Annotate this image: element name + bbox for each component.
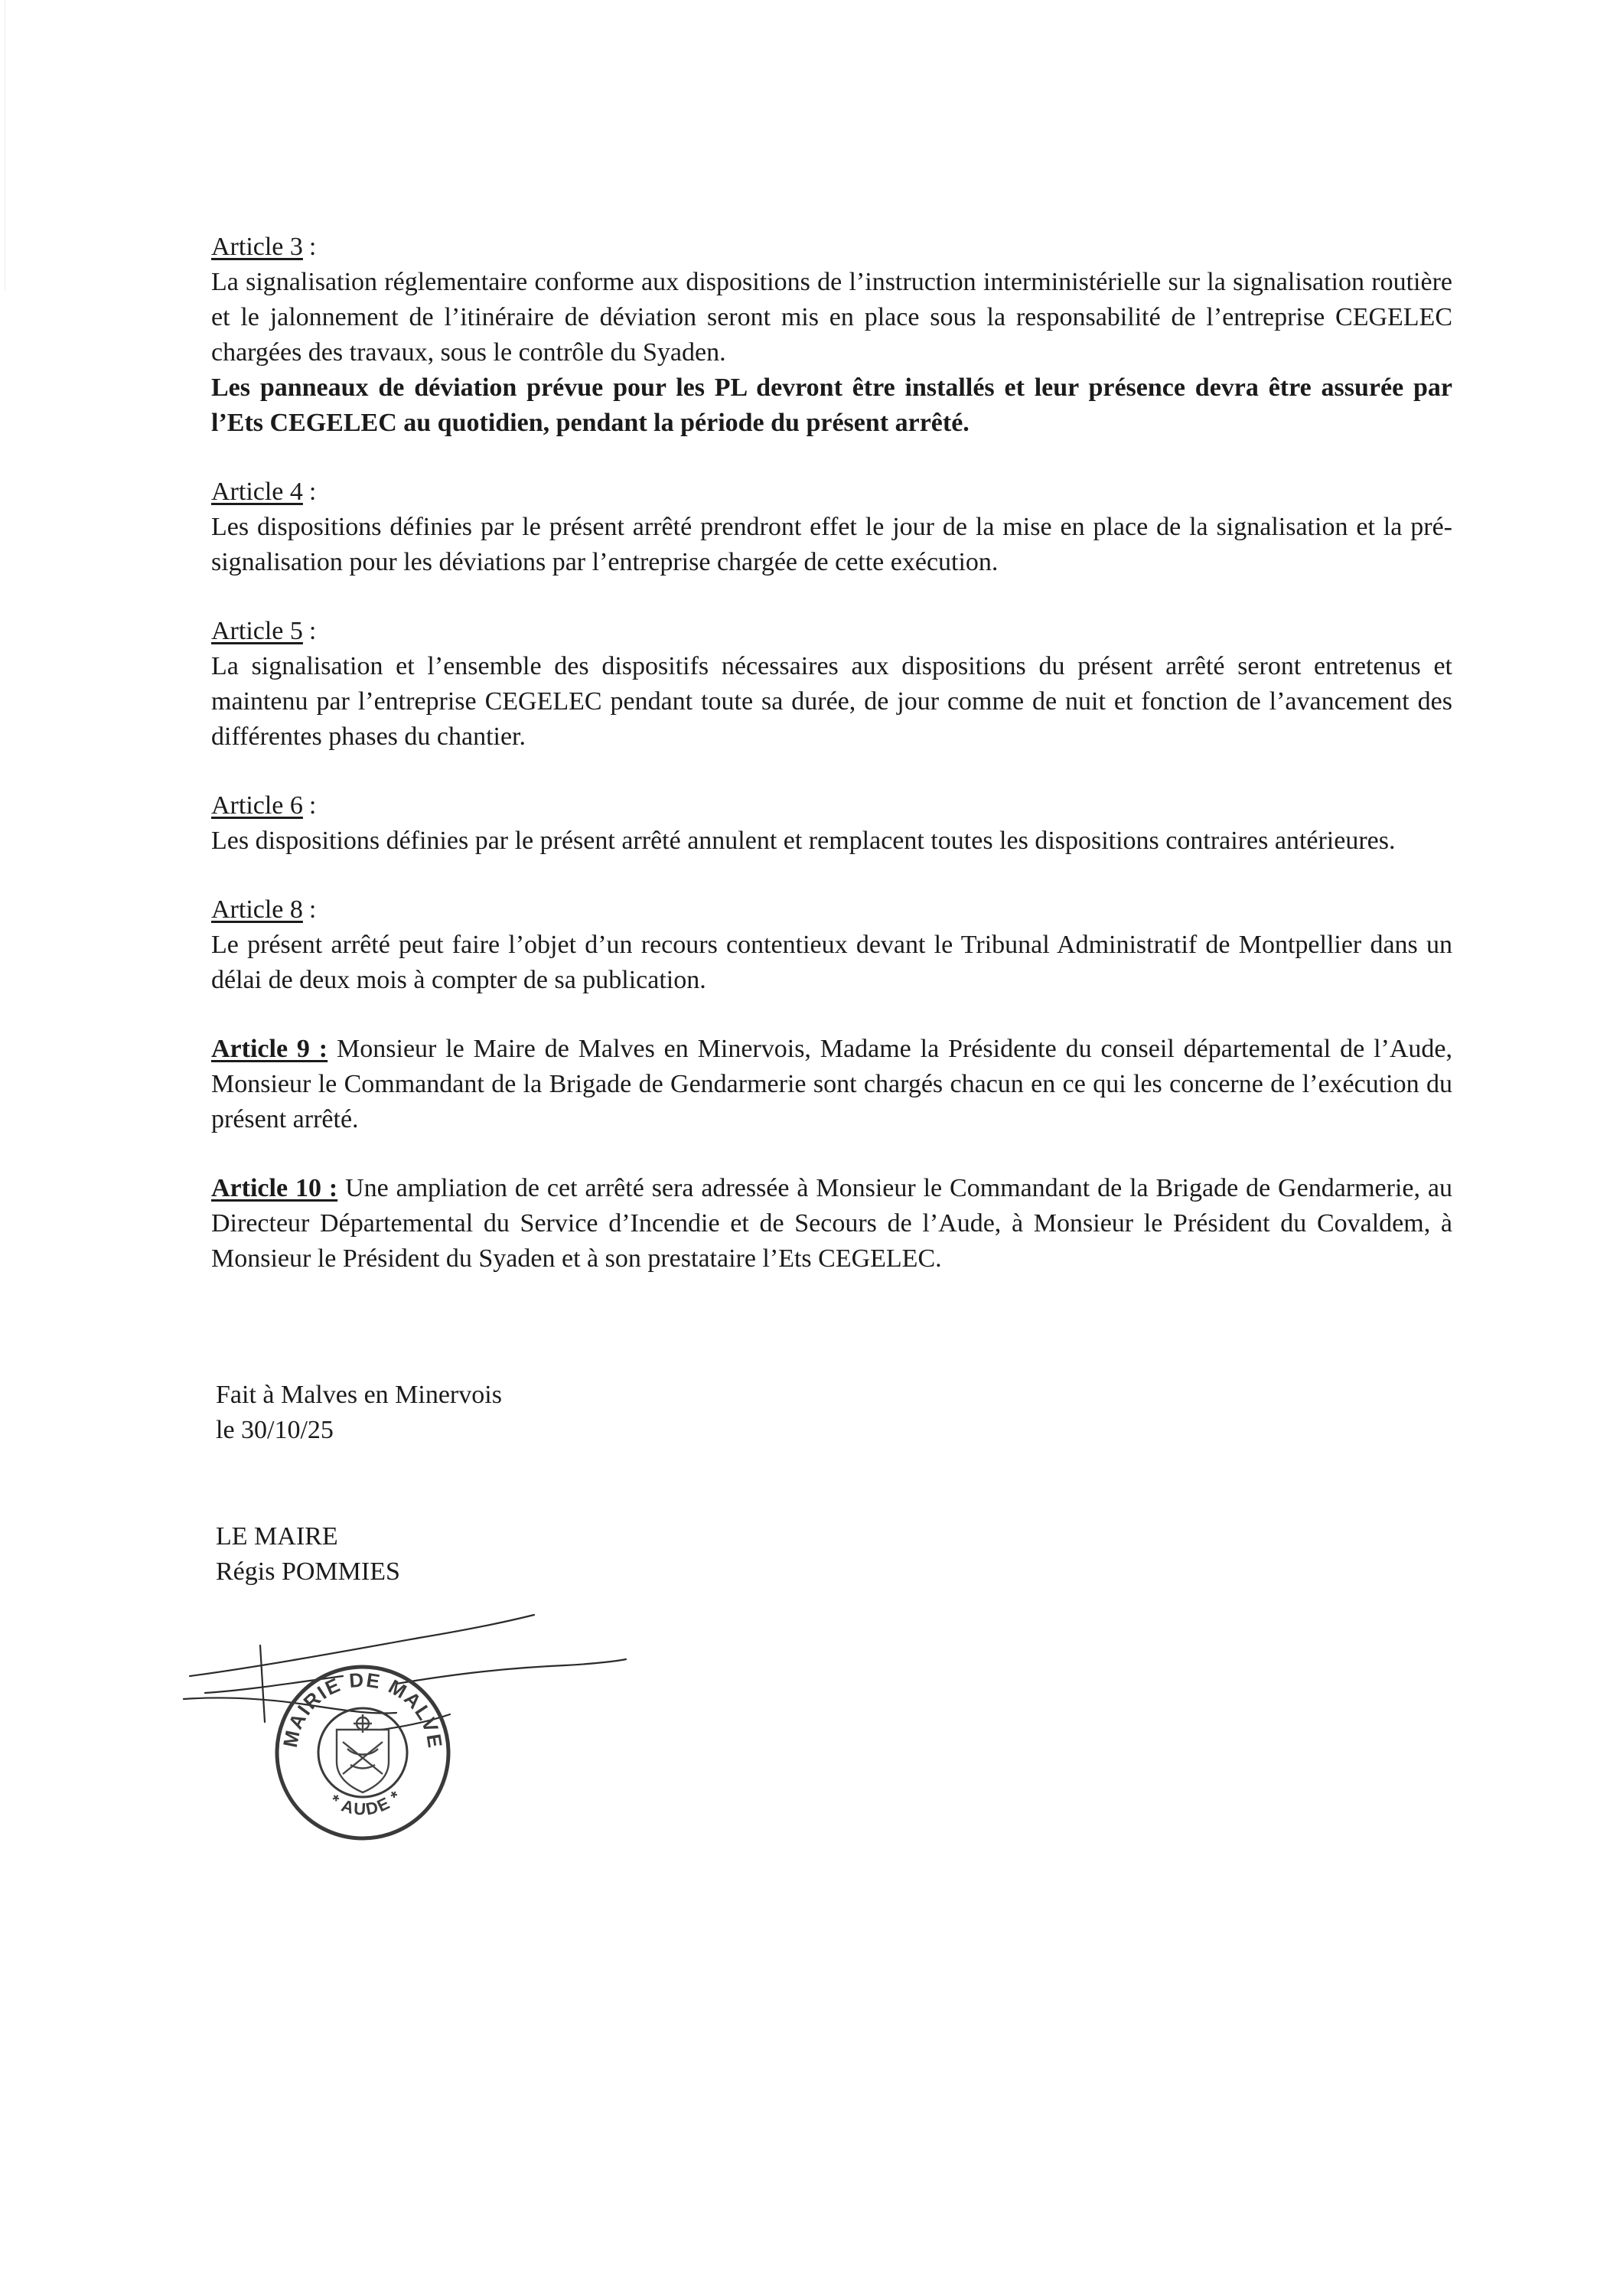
- article-heading-text: Article 5: [211, 617, 303, 645]
- article-9: [211, 1032, 1452, 1137]
- block-articles: [211, 230, 1452, 998]
- article-heading: [211, 475, 1452, 510]
- signature-and-stamp: [167, 1592, 641, 1844]
- article-heading-colon: :: [308, 791, 317, 820]
- article-paragraph: Les dispositions définies par le présent arrêté prendront effet le jour de la mise en place de la signalisation et la pré-signalisation pour les déviations par l’entreprise chargée de cette exécution.: [211, 513, 1452, 576]
- article-paragraph: Le présent arrêté peut faire l’objet d’un recours contentieux devant le Tribunal Administratif de Montpellier dans un délai de deux mois à compter de sa publication.: [211, 931, 1452, 994]
- signatory-block: [216, 1519, 400, 1590]
- article-heading-colon: :: [308, 617, 317, 645]
- article-paragraph: La signalisation réglementaire conforme aux dispositions de l’instruction interministérielle sur la signalisation routière et le jalonnement de l’itinéraire de déviation seront mis en place sous la responsabilité de l’entreprise CEGELEC chargées des travaux, sous le contrôle du Syaden.: [211, 268, 1452, 367]
- article-paragraph: Les panneaux de déviation prévue pour les PL devront être installés et leur présence devra être assurée par l’Ets CEGELEC au quotidien, pendant la période du présent arrêté.: [211, 373, 1452, 437]
- article-9-heading: Article 9 :: [211, 1035, 328, 1063]
- article-block: [211, 614, 1452, 755]
- article-10: [211, 1171, 1452, 1277]
- article-block: [211, 892, 1452, 998]
- article-heading-text: Article 4: [211, 478, 303, 506]
- articles-body: [211, 230, 1452, 1310]
- signoff-date: le 30/10/25: [216, 1416, 334, 1444]
- article-heading: [211, 788, 1452, 823]
- article-heading-colon: :: [308, 233, 317, 261]
- svg-text:* AUDE *: * AUDE *: [326, 1786, 406, 1819]
- article-block: [211, 230, 1452, 441]
- signatory-name: Régis POMMIES: [216, 1557, 400, 1586]
- article-paragraph: Les dispositions définies par le présent arrêté annulent et remplacent toutes les dispositions contraires antérieures.: [211, 827, 1396, 855]
- svg-text:MAIRIE DE MALVES EN MINERVOIS: MAIRIE DE MALVE: [278, 1668, 448, 1751]
- article-heading-colon: :: [308, 895, 317, 924]
- article-heading: [211, 230, 1452, 265]
- article-10-text: Une ampliation de cet arrêté sera adressée à Monsieur le Commandant de la Brigade de Gendarmerie, au Directeur Départemental du Service d’Incendie et de Secours de l’Aude, à Monsieur le Président du Covaldem, à Monsieur le Président du Syaden et à son prestataire l’Ets CEGELEC.: [211, 1174, 1452, 1273]
- signoff-block: [216, 1378, 502, 1448]
- signoff-place: Fait à Malves en Minervois: [216, 1381, 502, 1409]
- signature-stamp-graphic: [167, 1592, 641, 1844]
- mairie-seal-icon: [167, 1592, 448, 1838]
- article-heading-text: Article 8: [211, 895, 303, 924]
- article-block: [211, 788, 1452, 859]
- article-paragraph: La signalisation et l’ensemble des dispositifs nécessaires aux dispositions du présent arrêté seront entretenus et maintenu par l’entreprise CEGELEC pendant toute sa durée, de jour comme de nuit et fonction de l’avancement des différentes phases du chantier.: [211, 652, 1452, 751]
- article-heading: [211, 892, 1452, 928]
- article-heading: [211, 614, 1452, 649]
- signatory-title: LE MAIRE: [216, 1522, 338, 1551]
- article-10-heading: Article 10 :: [211, 1174, 338, 1202]
- article-heading-colon: :: [308, 478, 317, 506]
- signature-strokes-icon: [184, 1615, 626, 1730]
- article-9-text: Monsieur le Maire de Malves en Minervois, Madame la Présidente du conseil départemental de l’Aude, Monsieur le Commandant de la Brigade de Gendarmerie sont chargés chacun en ce qui les concerne de l’exécution du présent arrêté.: [211, 1035, 1452, 1133]
- article-heading-text: Article 6: [211, 791, 303, 820]
- article-block: [211, 475, 1452, 580]
- article-heading-text: Article 3: [211, 233, 303, 261]
